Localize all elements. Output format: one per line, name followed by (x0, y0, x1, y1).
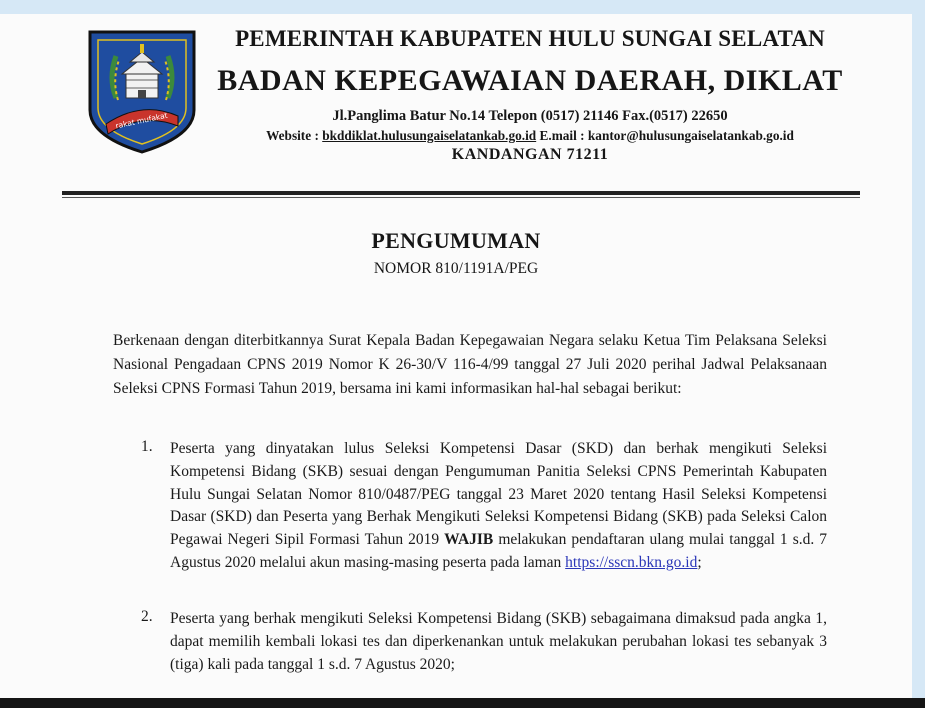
notice-number: NOMOR 810/1191A/PEG (373, 260, 539, 277)
document-page (0, 14, 912, 698)
item-end: ; (697, 553, 702, 571)
viewer-top-strip (0, 0, 925, 14)
item-number: 1. (141, 438, 153, 455)
letterhead-divider-thin (62, 197, 860, 198)
header-address: Jl.Panglima Batur No.14 Telepon (0517) 21146 Fax.(0517) 22650 (332, 108, 728, 124)
website-label: Website : (266, 128, 319, 143)
intro-paragraph: Berkenaan dengan diterbitkannya Surat Kepala Badan Kepegawaian Negara selaku Ketua Tim Pelaksana Seleksi Nasional Pengadaan CPNS 2019 Nomor K 26-30/V 116-4/99 tanggal 27 Juli 2020 perihal Jadwal Pelaksanaan Seleksi CPNS Formasi Tahun 2019, bersama ini kami informasikan hal-hal sebagai berikut: (113, 332, 827, 397)
email-label: E.mail : (539, 128, 585, 143)
email-address: kantor@hulusungaiselatankab.go.id (587, 128, 794, 143)
list-item (170, 438, 827, 575)
item-number: 2. (141, 608, 153, 625)
header-contact (215, 128, 845, 144)
header-dept-name: BADAN KEPEGAWAIAN DAERAH, DIKLAT (217, 64, 843, 97)
notice-title: PENGUMUMAN (371, 228, 541, 253)
header-city: KANDANGAN 71211 (451, 146, 609, 163)
logo-motto: rakat mufakat (114, 110, 169, 131)
header-org-name: PEMERINTAH KABUPATEN HULU SUNGAI SELATAN (235, 26, 825, 51)
item-text: Peserta yang dinyatakan lulus Seleksi Kompetensi Dasar (SKD) dan berhak mengikuti Seleksi Kompetensi Bidang (SKB) sesuai dengan Pengumuman Panitia Seleksi CPNS Pemerintah Kabupaten Hulu Sungai Selatan Nomor 810/0487/PEG tanggal 23 Maret 2020 tentang Hasil Seleksi Kompetensi Dasar (SKD) dan Peserta yang Berhak Mengikuti Seleksi Kompetensi Bidang (SKB) pada Seleksi Calon Pegawai Negeri Sipil Formasi Tahun 2019 (170, 440, 827, 549)
viewer-bottom-strip (0, 698, 925, 708)
viewer-right-strip (912, 14, 925, 698)
list-item: Peserta yang berhak mengikuti Seleksi Kompetensi Bidang (SKB) sebagaimana dimaksud pada angka 1, dapat memilih kembali lokasi tes dan diperkenankan untuk melakukan perubahan lokasi tes sebanyak 3 (tiga) kali pada tanggal 1 s.d. 7 Agustus 2020; (170, 610, 827, 673)
sscn-link[interactable]: https://sscn.bkn.go.id (565, 553, 698, 571)
letterhead-divider (62, 191, 860, 195)
website-link[interactable]: bkddiklat.hulusungaiselatankab.go.id (322, 128, 537, 143)
item-emphasis: WAJIB (444, 531, 494, 549)
regency-emblem-icon (86, 28, 198, 156)
item-text-cont: melakukan pendaftaran ulang mulai tanggal 1 s.d. 7 Agustus 2020 melalui akun masing-masing peserta pada laman (170, 531, 828, 571)
